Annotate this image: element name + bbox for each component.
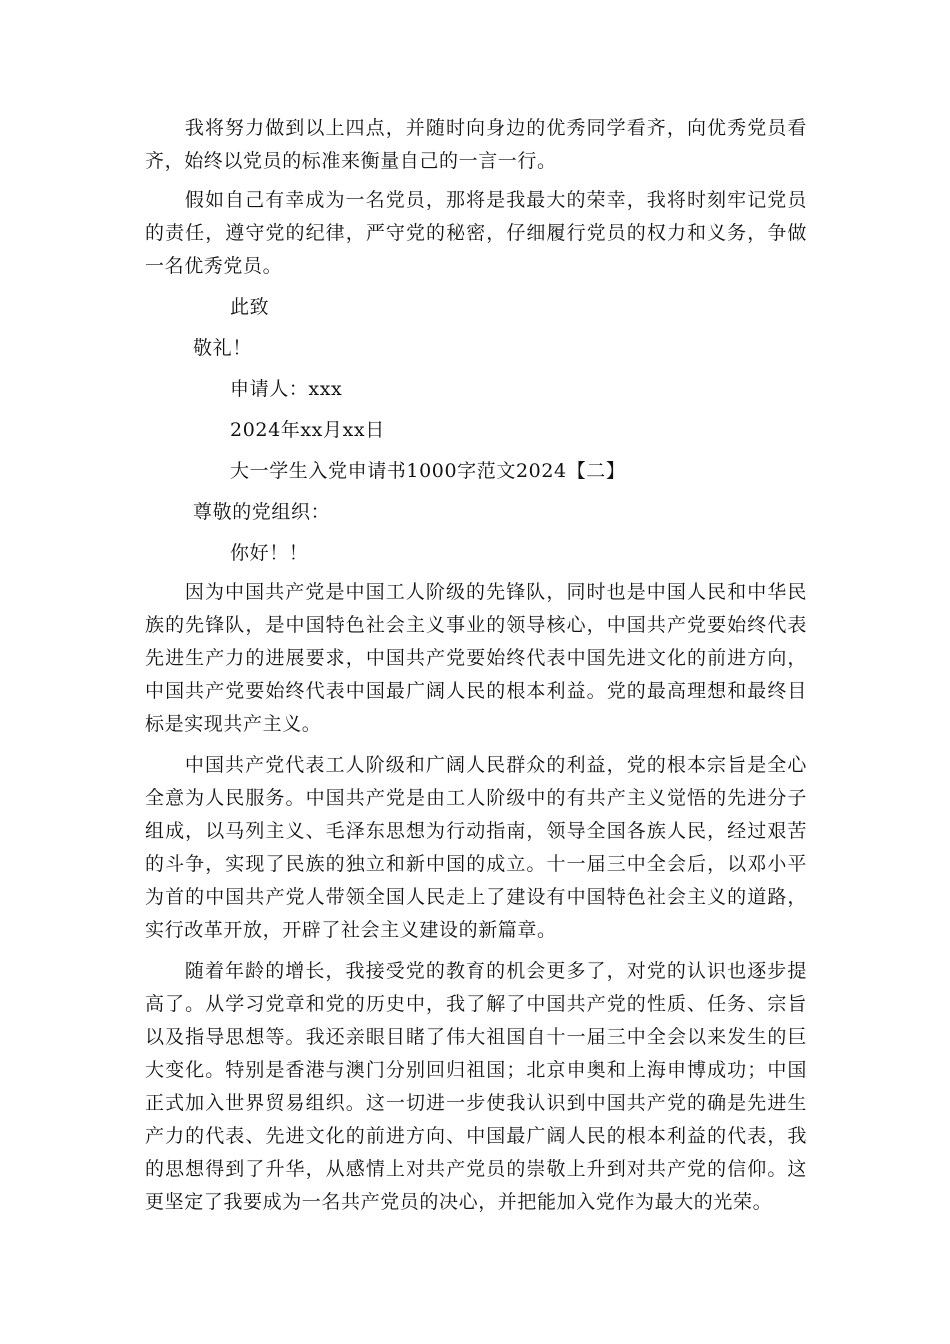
closing-cizhi: 此致: [230, 296, 270, 318]
closing-jingli: 敬礼！: [193, 337, 252, 359]
applicant-line: 申请人：xxx: [230, 378, 343, 400]
salutation: 尊敬的党组织：: [193, 501, 331, 523]
paragraph-party-purpose: 中国共产党代表工人阶级和广阔人民群众的利益，党的根本宗旨是全心全意为人民服务。中国共产党是由工人阶级中的有共产主义觉悟的先进分子组成，以马列主义、毛泽东思想为行动指南，领导全国各族人民，经过艰苦的斗争，实现了民族的独立和新中国的成立。十一届三中全会后，以邓小平为首的中国共产党人带领全国人民走上了建设有中国特色社会主义的道路，实行改革开放，开辟了社会主义建设的新篇章。: [145, 754, 807, 941]
paragraph-intro-commitment: 我将努力做到以上四点，并随时向身边的优秀同学看齐，向优秀党员看齐，始终以党员的标准来衡量自己的一言一行。: [145, 117, 807, 172]
section-title: 大一学生入党申请书1000字范文2024【二】: [230, 460, 626, 482]
paragraph-party-vanguard: 因为中国共产党是中国工人阶级的先锋队，同时也是中国人民和中华民族的先锋队，是中国特色社会主义事业的领导核心，中国共产党要始终代表先进生产力的进展要求，中国共产党要始终代表中国先进文化的前进方向，中国共产党要始终代表中国最广阔人民的根本利益。党的最高理想和最终目标是实现共产主义。: [145, 581, 807, 735]
greeting: 你好！！: [230, 542, 309, 564]
date-line: 2024年xx月xx日: [230, 419, 385, 441]
paragraph-honor-statement: 假如自己有幸成为一名党员，那将是我最大的荣幸，我将时刻牢记党员的责任，遵守党的纪律，严守党的秘密，仔细履行党员的权力和义务，争做一名优秀党员。: [145, 189, 807, 277]
paragraph-personal-growth: 随着年龄的增长，我接受党的教育的机会更多了，对党的认识也逐步提高了。从学习党章和党的历史中，我了解了中国共产党的性质、任务、宗旨以及指导思想等。我还亲眼目睹了伟大祖国自十一届三中全会以来发生的巨大变化。特别是香港与澳门分别回归祖国；北京申奥和上海申博成功；中国正式加入世界贸易组织。这一切进一步使我认识到中国共产党的确是先进生产力的代表、先进文化的前进方向、中国最广阔人民的根本利益的代表，我的思想得到了升华，从感情上对共产党员的崇敬上升到对共产党的信仰。这更坚定了我要成为一名共产党员的决心，并把能加入党作为最大的光荣。: [145, 960, 807, 1213]
